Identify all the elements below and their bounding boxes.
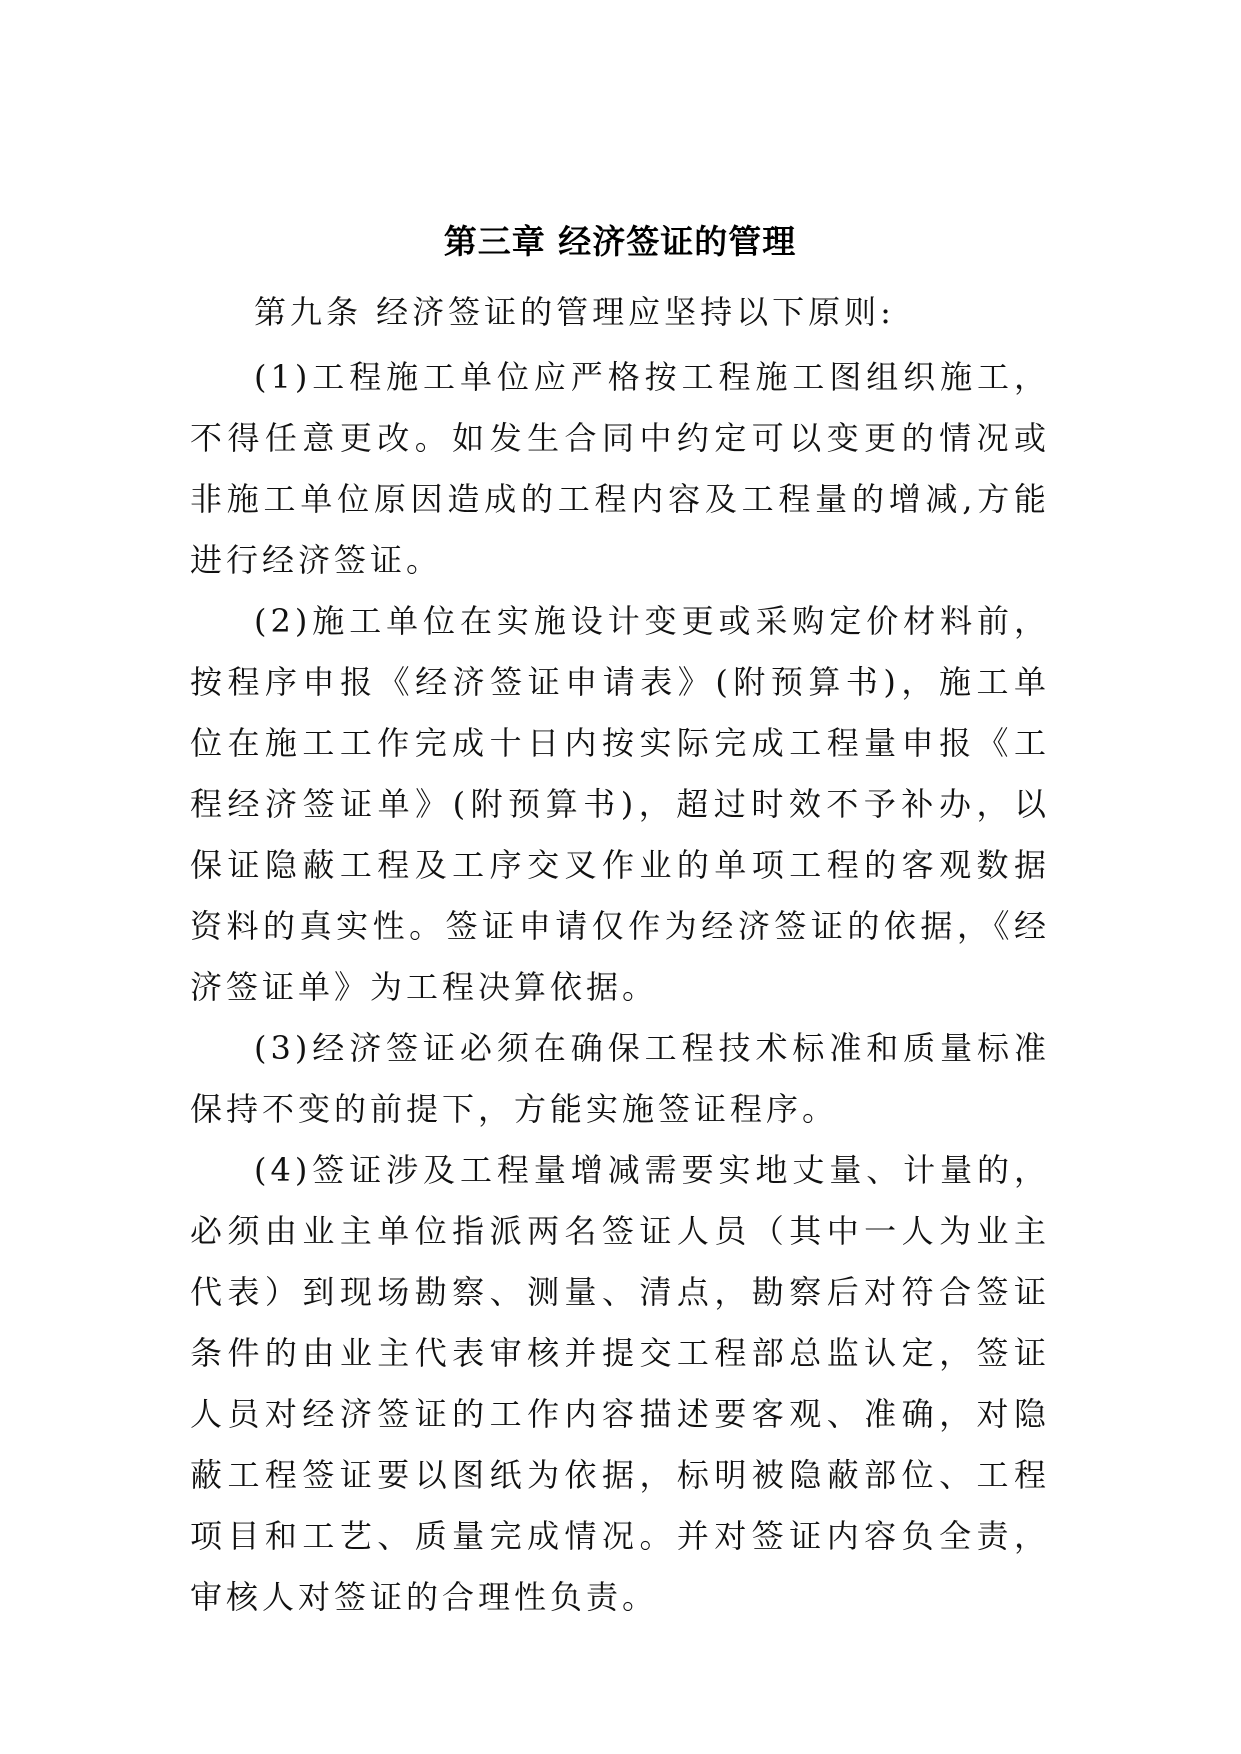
paragraph-2: (2)施工单位在实施设计变更或采购定价材料前，按程序申报《经济签证申请表》(附预算书)，施工单位在施工工作完成十日内按实际完成工程量申报《工程经济签证单》(附预算书)，超过时效不予补办，以保证隐蔽工程及工序交叉作业的单项工程的客观数据资料的真实性。签证申请仅作为经济签证的依据，《经济签证单》为工程决算依据。 bbox=[190, 602, 1050, 1006]
paragraph-1: (1)工程施工单位应严格按工程施工图组织施工，不得任意更改。如发生合同中约定可以变更的情况或非施工单位原因造成的工程内容及工程量的增减,方能进行经济签证。 bbox=[190, 358, 1050, 579]
article-heading: 第九条 经济签证的管理应坚持以下原则: bbox=[254, 293, 895, 331]
paragraph-3: (3)经济签证必须在确保工程技术标准和质量标准保持不变的前提下，方能实施签证程序。 bbox=[190, 1029, 1050, 1128]
paragraph-4: (4)签证涉及工程量增减需要实地丈量、计量的，必须由业主单位指派两名签证人员（其中一人为业主代表）到现场勘察、测量、清点，勘察后对符合签证条件的由业主代表审核并提交工程部总监认定，签证人员对经济签证的工作内容描述要客观、准确，对隐蔽工程签证要以图纸为依据，标明被隐蔽部位、工程项目和工艺、质量完成情况。并对签证内容负全责，审核人对签证的合理性负责。 bbox=[190, 1151, 1050, 1616]
document-body bbox=[190, 282, 1050, 1628]
chapter-title: 第三章 经济签证的管理 bbox=[443, 222, 797, 261]
